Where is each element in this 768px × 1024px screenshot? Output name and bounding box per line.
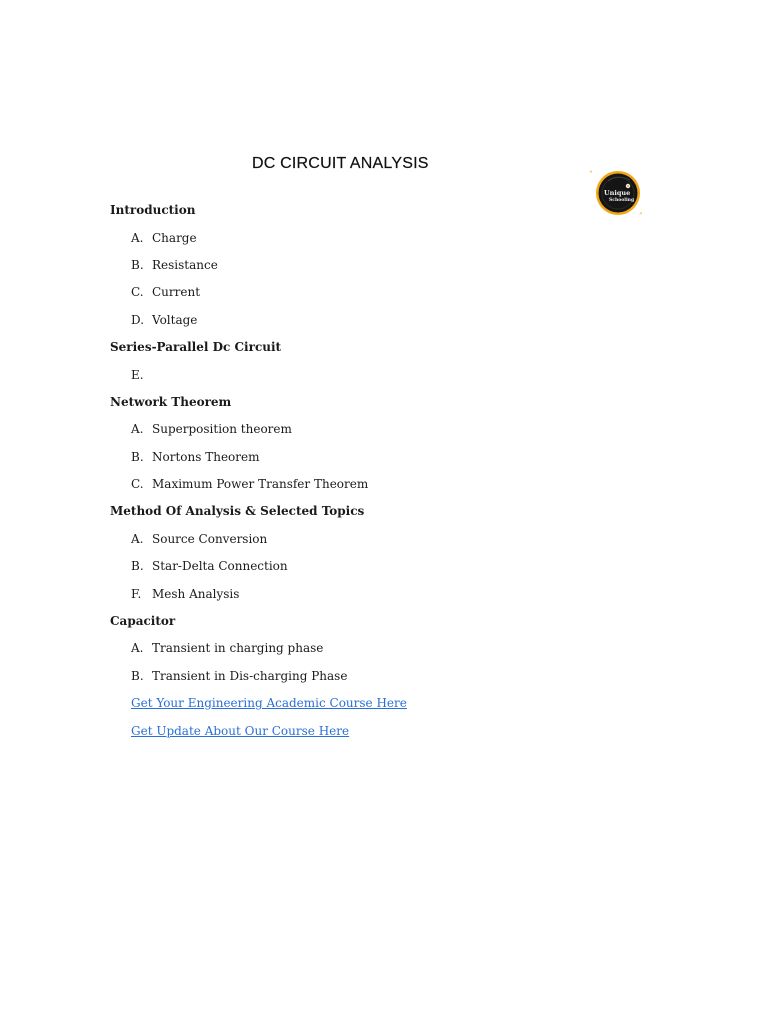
list-item-text: Transient in Dis-charging Phase — [152, 669, 348, 683]
list-item-text: Star-Delta Connection — [152, 559, 288, 573]
list-item — [131, 422, 292, 436]
logo-text-line1: Unique — [604, 189, 631, 197]
list-marker: A. — [131, 231, 144, 245]
list-item — [131, 258, 218, 272]
list-item — [131, 559, 288, 573]
list-marker: A. — [131, 532, 144, 546]
list-marker: B. — [131, 559, 144, 573]
list-item-text: Transient in charging phase — [152, 641, 324, 655]
list-marker: C. — [131, 477, 144, 491]
list-item-text: Nortons Theorem — [152, 450, 260, 464]
list-marker: C. — [131, 285, 144, 299]
list-item-text: Superposition theorem — [152, 422, 292, 436]
list-item-text: Current — [152, 285, 201, 299]
course-link[interactable]: Get Your Engineering Academic Course Here — [131, 696, 407, 710]
page-title: DC CIRCUIT ANALYSIS — [252, 155, 429, 172]
unique-schooling-logo-icon — [588, 168, 648, 220]
list-marker: B. — [131, 669, 144, 683]
svg-text:“: “ — [589, 170, 593, 178]
list-item — [131, 450, 259, 464]
list-item — [131, 368, 152, 382]
list-item — [131, 285, 200, 299]
list-item-text: Source Conversion — [152, 532, 268, 546]
svg-text:”: ” — [639, 212, 643, 220]
list-marker: A. — [131, 641, 144, 655]
list-item — [131, 669, 347, 683]
section-heading-network-theorem: Network Theorem — [110, 395, 232, 409]
list-marker: B. — [131, 450, 144, 464]
list-marker: E. — [131, 368, 144, 382]
list-item — [131, 231, 197, 245]
list-marker: A. — [131, 422, 144, 436]
update-link[interactable]: Get Update About Our Course Here — [131, 724, 350, 738]
list-item — [131, 313, 197, 327]
list-item-text: Mesh Analysis — [152, 587, 240, 601]
list-marker: D. — [131, 313, 145, 327]
section-heading-introduction: Introduction — [110, 203, 196, 217]
list-item — [131, 587, 239, 601]
list-marker: B. — [131, 258, 144, 272]
list-item — [131, 477, 368, 491]
section-heading-capacitor: Capacitor — [110, 614, 176, 628]
logo-text-line2: Schooling — [609, 198, 635, 203]
list-item — [131, 641, 323, 655]
list-marker: F. — [131, 587, 142, 601]
list-item-text: Maximum Power Transfer Theorem — [152, 477, 369, 491]
list-item — [131, 532, 267, 546]
section-heading-method-of-analysis: Method Of Analysis & Selected Topics — [110, 504, 365, 518]
section-heading-series-parallel: Series-Parallel Dc Circuit — [110, 340, 282, 354]
list-item-text: Resistance — [152, 258, 218, 272]
list-item-text: Voltage — [152, 313, 198, 327]
list-item-text: Charge — [152, 231, 197, 245]
